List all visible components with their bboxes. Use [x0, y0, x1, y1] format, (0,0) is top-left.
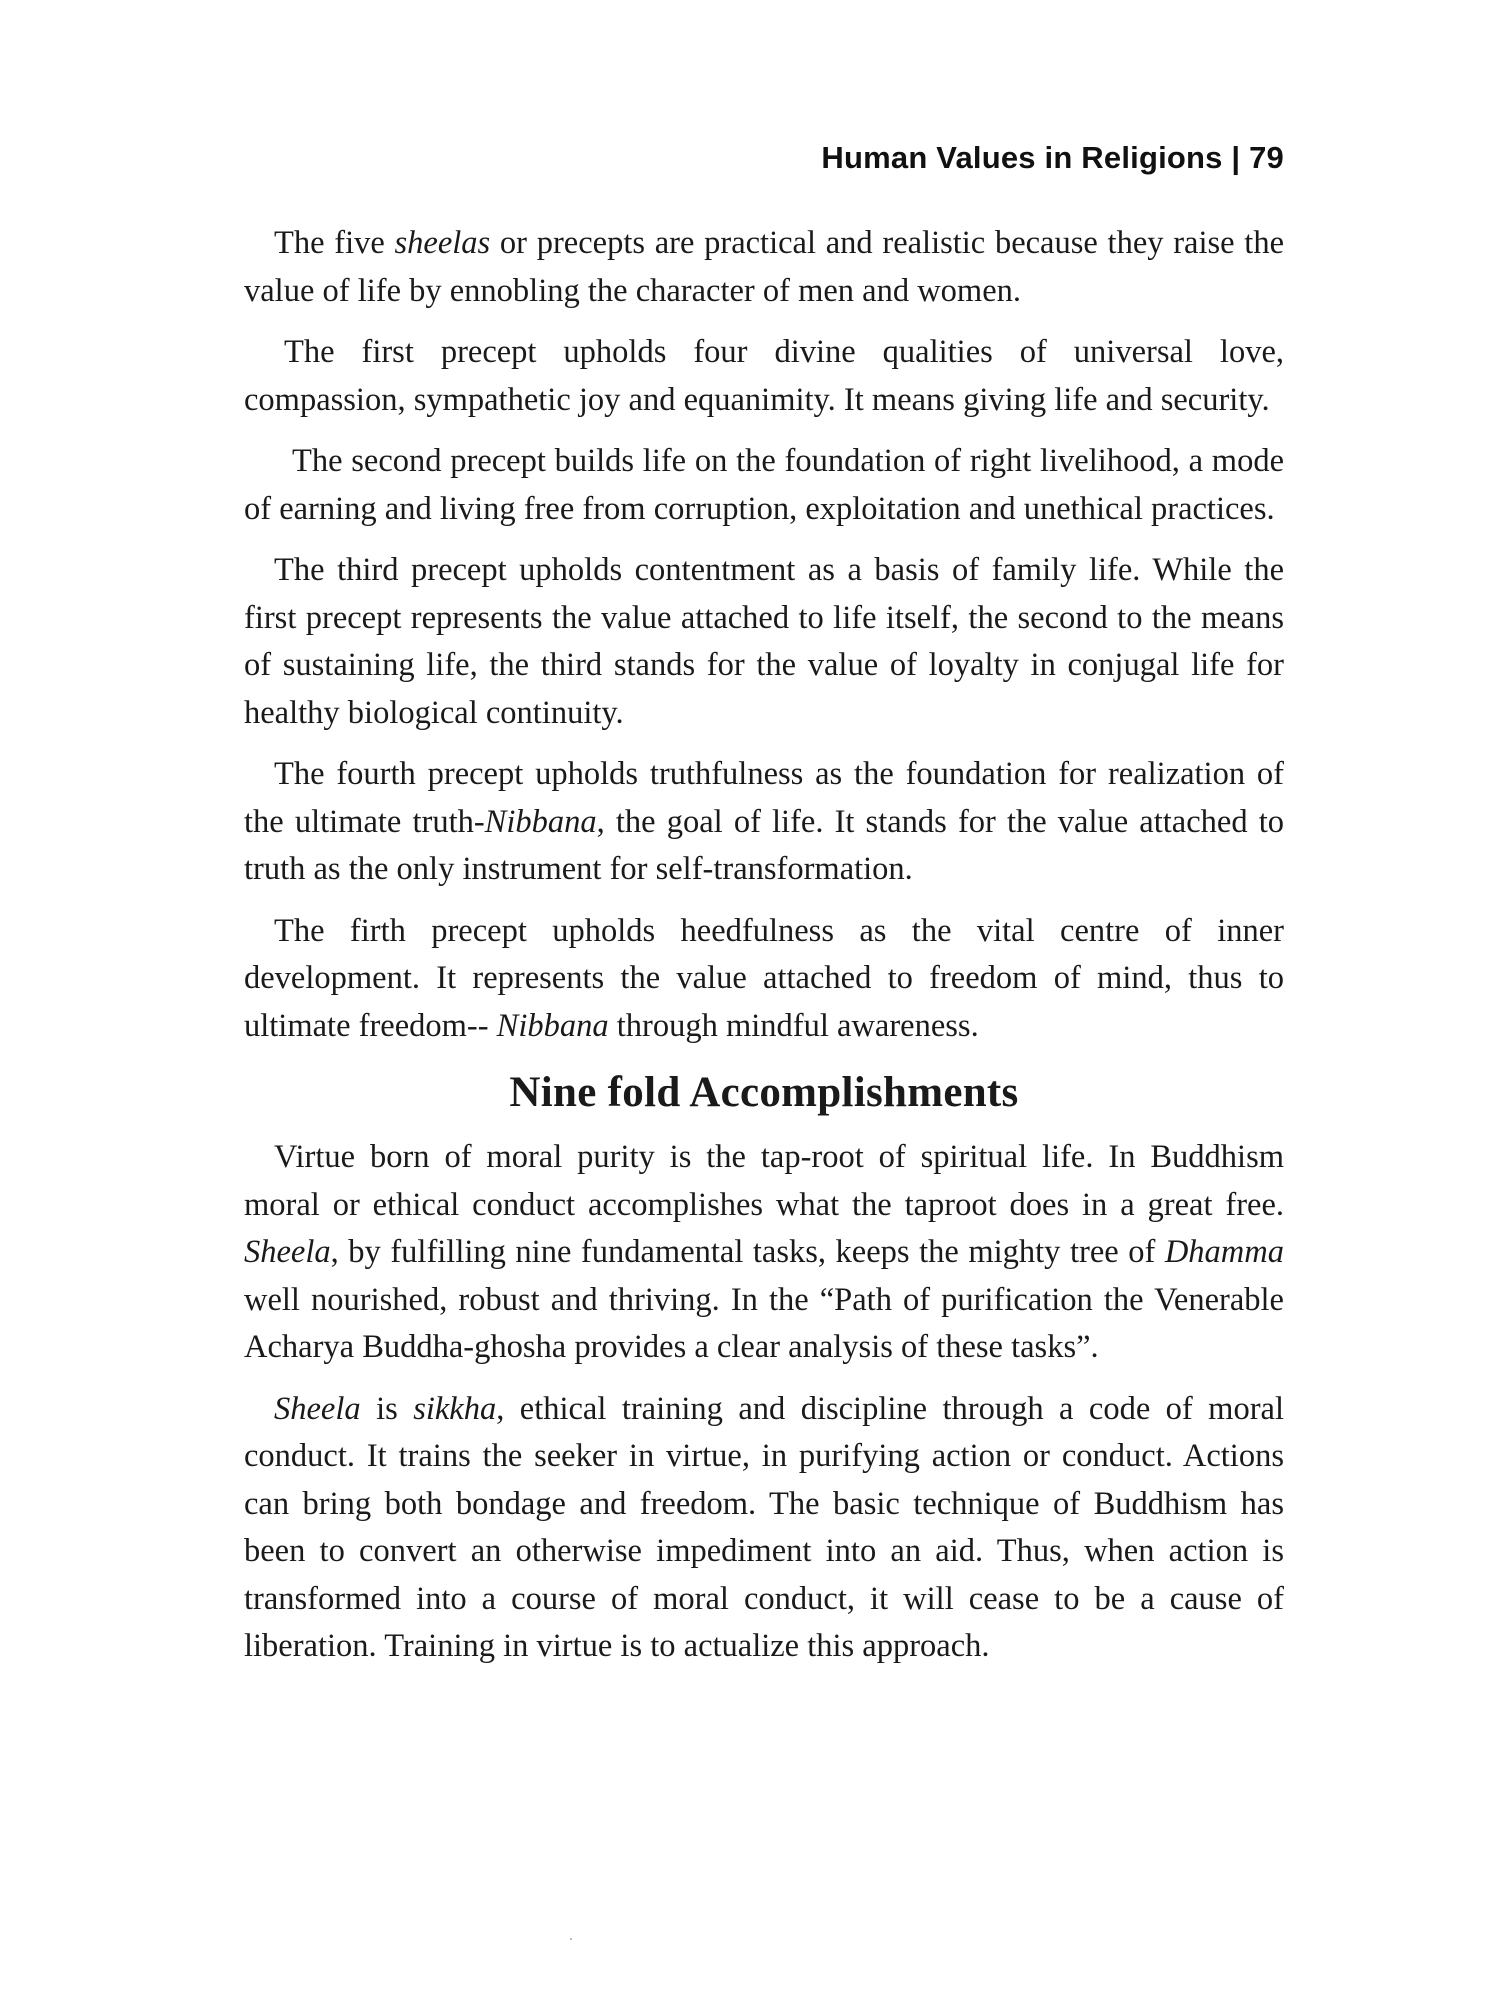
italic-term: Nibbana: [484, 803, 597, 840]
paragraph-virtue: [244, 1134, 1284, 1372]
paragraph-third-precept: The third precept upholds contentment as a basis of family life. While the first precept represents the value attached to life itself, the second to the means of sustaining life, the third stands for the value of loyalty in conjugal life for healthy biological continuity.: [244, 552, 1284, 731]
italic-term: Nibbana: [496, 1007, 609, 1044]
paragraph-second-precept: The second precept builds life on the foundation of right livelihood, a mode of earning and living free from corruption, exploitation and unethical practices.: [244, 443, 1284, 527]
text-run: is: [360, 1390, 414, 1427]
text-run: , by fulfilling nine fundamental tasks, keeps the mighty tree of: [330, 1234, 1165, 1270]
paragraph-fourth-precept: [244, 751, 1284, 894]
text-run: well nourished, robust and thriving. In the “Path of purification the Venerable Acharya Buddha-ghosha provides a clear analysis of these tasks”.: [244, 1281, 1284, 1365]
italic-term: Sheela: [274, 1390, 361, 1427]
text-run: , ethical training and discipline through a code of moral conduct. It trains the seeker in virtue, in purifying action or conduct. Actions can bring both bondage and freedom. The basic technique of Buddhism has been to convert an otherwise impediment into an aid. Thus, when action is transformed into a course of moral conduct, it will cease to be a cause of liberation. Training in virtue is to actualize this approach.: [244, 1390, 1284, 1664]
text-run: The fourth precept upholds truthfulness as the foundation for realization of the ultimate truth-: [244, 756, 1284, 840]
text-run: , the goal of life. It stands for the value attached to truth as the only instrument for self-transformation.: [244, 803, 1284, 887]
body-text: [244, 220, 1284, 1685]
text-run: The five: [274, 225, 395, 261]
paragraph-five-sheelas: [244, 220, 1284, 315]
text-run: Virtue born of moral purity is the tap-root of spiritual life. In Buddhism moral or ethical conduct accomplishes what the taproot does in a great free.: [244, 1139, 1284, 1223]
paragraph-fifth-precept: [244, 908, 1284, 1051]
italic-term: Dhamma: [1164, 1234, 1284, 1270]
text-run: or precepts are practical and realistic because they raise the value of life by ennobling the character of men and women.: [244, 225, 1284, 309]
scan-speck: [570, 1938, 572, 1940]
paragraph-first-precept: The first precept upholds four divine qualities of universal love, compassion, sympathetic joy and equanimity. It means giving life and security.: [244, 334, 1284, 418]
paragraph-sheela-sikkha: [244, 1386, 1284, 1671]
italic-term: sheelas: [394, 225, 491, 261]
italic-term: sikkha: [413, 1390, 497, 1427]
section-heading: Nine fold Accomplishments: [509, 1069, 1019, 1116]
italic-term: Sheela: [244, 1234, 331, 1270]
text-run: The firth precept upholds heedfulness as the vital centre of inner development. It represents the value attached to freedom of mind, thus to ultimate freedom--: [244, 912, 1284, 1044]
text-run: through mindful awareness.: [608, 1007, 979, 1044]
running-head: Human Values in Religions | 79: [821, 140, 1284, 175]
